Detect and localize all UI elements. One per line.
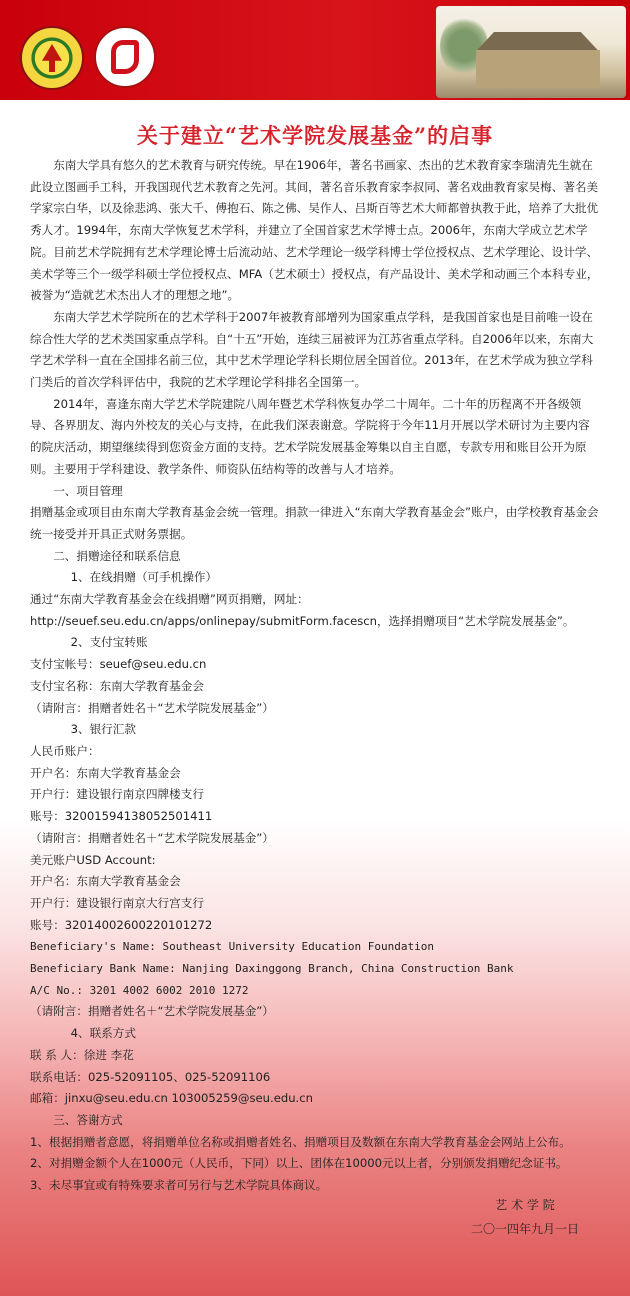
school-of-arts-logo	[94, 26, 156, 88]
subsection-heading: 1、在线捐赠（可手机操作）	[70, 570, 218, 585]
usd-account-label: 美元账户USD Account:	[30, 852, 156, 867]
usd-account-note: （请附言：捐赠者姓名＋“艺术学院发展基金”）	[30, 1004, 274, 1019]
section-text: 捐赠基金或项目由东南大学教育基金会统一管理。捐款一律进入“东南大学教育基金会”账户，由学校教育基金会统一接受并开具正式财务票据。	[30, 505, 599, 541]
southeast-university-logo	[20, 26, 84, 90]
thanks-item: 1、根据捐赠者意愿，将捐赠单位名称或捐赠者姓名、捐赠项目及数额在东南大学教育基金会网站上公布。	[30, 1134, 571, 1149]
signature-block	[440, 1193, 610, 1241]
intro-paragraph: 东南大学具有悠久的艺术教育与研究传统。早在1906年，著名书画家、杰出的艺术教育家李瑞清先生就在此设立图画手工科，开我国现代艺术教育之先河。其间，著名音乐教育家李叔同、著名戏曲教育家吴梅、著名美学家宗白华，以及徐悲鸿、张大千、傅抱石、陈之佛、吴作人、吕斯百等艺术大师都曾执教于此，培养了大批优秀人才。1994年，东南大学恢复艺术学科，并建立了全国首家艺术学博士点。2006年，东南大学成立艺术学院。目前艺术学院拥有艺术学理论博士后流动站、艺术学理论一级学科博士学位授权点、艺术学理论、设计学、美术学等三个一级学科硕士学位授权点、MFA（艺术硕士）授权点，有产品设计、美术学和动画三个本科专业，被誉为“造就艺术杰出人才的理想之地”。	[30, 158, 599, 303]
rmb-account-bank: 开户行：建设银行南京四牌楼支行	[30, 787, 204, 802]
intro-paragraph: 东南大学艺术学院所在的艺术学科于2007年被教育部增列为国家重点学科，是我国首家也是目前唯一设在综合性大学的艺术类国家重点学科。自“十五”开始，连续三届被评为江苏省重点学科。自2006年以来，东南大学艺术学科一直在全国排名前三位，其中艺术学理论学科长期位居全国首位。2013年，在艺术学成为独立学科门类后的首次学科评估中，我院的艺术学理论学科排名全国第一。	[30, 309, 594, 390]
notice-body	[30, 155, 600, 1197]
usd-account-bank: 开户行：建设银行南京大行宫支行	[30, 895, 204, 910]
beneficiary-name: Beneficiary's Name: Southeast University Education Foundation	[30, 940, 434, 954]
usd-account-number: 账号：32014002600220101272	[30, 917, 213, 932]
section-heading: 三、答谢方式	[53, 1112, 123, 1127]
header-banner	[0, 0, 630, 100]
subsection-heading: 3、银行汇款	[70, 722, 136, 737]
rmb-account-holder: 开户名：东南大学教育基金会	[30, 765, 181, 780]
online-donation-text: 通过“东南大学教育基金会在线捐赠”网页捐赠，网址：http://seuef.seu.edu.cn/apps/onlinepay/submitForm.facescn，选择捐赠项目“艺术学院发展基金”。	[30, 592, 575, 628]
contact-phone: 联系电话：025-52091105、025-52091106	[30, 1069, 271, 1084]
contact-person: 联 系 人：徐进 李花	[30, 1047, 134, 1062]
signature-org: 艺 术 学 院	[495, 1198, 555, 1212]
beneficiary-bank: Beneficiary Bank Name: Nanjing Daxinggong Branch, China Construction Bank	[30, 962, 514, 976]
campus-building-illustration	[436, 6, 626, 98]
thanks-item: 3、未尽事宜或有特殊要求者可另行与艺术学院具体商议。	[30, 1178, 328, 1193]
alipay-name: 支付宝名称：东南大学教育基金会	[30, 678, 204, 693]
usd-account-holder: 开户名：东南大学教育基金会	[30, 874, 181, 889]
contact-email: 邮箱：jinxu@seu.edu.cn 103005259@seu.edu.cn	[30, 1091, 313, 1106]
ac-number: A/C No.: 3201 4002 6002 2010 1272	[30, 983, 249, 997]
signature-date: 二〇一四年九月一日	[470, 1222, 579, 1236]
subsection-heading: 4、联系方式	[70, 1026, 136, 1041]
section-heading: 一、项目管理	[53, 483, 123, 498]
alipay-account: 支付宝帐号：seuef@seu.edu.cn	[30, 657, 207, 672]
subsection-heading: 2、支付宝转账	[70, 635, 148, 650]
page-title: 关于建立“艺术学院发展基金”的启事	[136, 123, 494, 148]
rmb-account-label: 人民币账户：	[30, 743, 100, 758]
intro-paragraph: 2014年，喜逢东南大学艺术学院建院八周年暨艺术学科恢复办学二十周年。二十年的历程离不开各级领导、各界朋友、海内外校友的关心与支持，在此我们深表谢意。学院将于今年11月开展以学术研讨为主要内容的院庆活动，期望继续得到您资金方面的支持。艺术学院发展基金筹集以自主自愿，专款专用和账目公开为原则。主要用于学科建设、教学条件、师资队伍结构等的改善与人才培养。	[30, 396, 590, 476]
section-heading: 二、捐赠途径和联系信息	[53, 548, 181, 563]
thanks-item: 2、对捐赠金额个人在1000元（人民币，下同）以上、团体在10000元以上者，分别颁发捐赠纪念证书。	[30, 1156, 568, 1171]
rmb-account-note: （请附言：捐赠者姓名＋“艺术学院发展基金”）	[30, 830, 274, 845]
alipay-note: （请附言：捐赠者姓名＋“艺术学院发展基金”）	[30, 700, 274, 715]
rmb-account-number: 账号：32001594138052501411	[30, 809, 213, 824]
